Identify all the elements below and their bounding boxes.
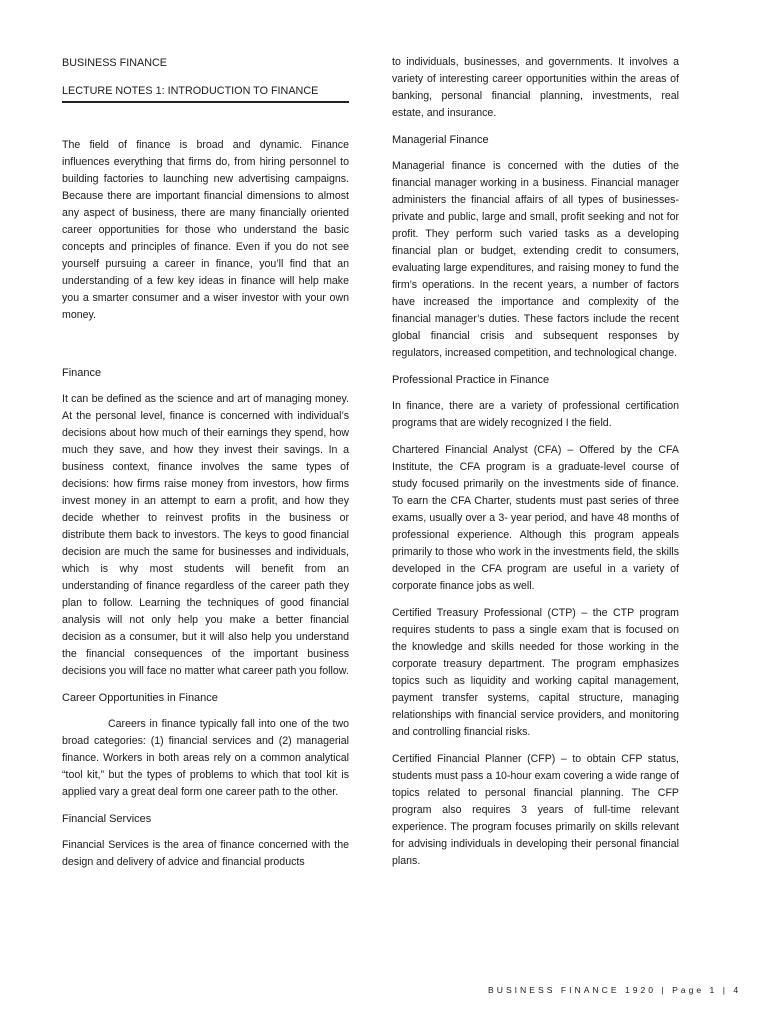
cfp-text: – to obtain CFP status, students must pass a 10-hour exam covering a wide range of topics related to personal financial planning. The CFP program also requires 3 years of full-time relevant experience. The program focuses primarily on skills relevant for advising individuals in developing their personal financial plans. xyxy=(392,753,679,867)
career-heading: Career Opportunities in Finance xyxy=(62,692,218,704)
financial-services-heading: Financial Services xyxy=(62,813,152,825)
cfa-text: – Offered by the CFA Institute, the CFA program is a graduate-level course of study focused primarily on the investments side of finance. To earn the CFA Charter, students must past series of three exams, usually over a 3- year period, and have 48 months of professional experience. Although this program appeals primarily to those who work in the investments field, the skills developed in the CFA program are useful in a variety of corporate finance jobs as well. xyxy=(392,444,680,592)
managerial-finance-heading: Managerial Finance xyxy=(392,134,489,146)
finance-paragraph: It can be defined as the science and art of managing money. At the personal level, finance is concerned with individual’s decisions about how much of their earnings they spend, how much they save, and how they invest their savings. In a business context, finance involves the same types of decisions: how firms raise money from investors, how firms invest money in an attempt to earn a profit, and how they decide whether to reinvest profits in the business or distribute them back to investors. The keys to good financial decision are much the same for businesses and individuals, which is why most students will benefit from an understanding of finance regardless of the career path they plan to follow. Learning the techniques of good financial analysis will not only help you make a better financial decision as a consumer, but it will also help you understand the financial consequences of the important business decisions you will face no matter what career path you follow. xyxy=(62,393,349,677)
ctp-paragraph xyxy=(392,605,679,741)
right-column xyxy=(392,54,679,880)
document-title: BUSINESS FINANCE xyxy=(62,57,167,69)
intro-paragraph: The field of finance is broad and dynamic. Finance influences everything that firms do, from hiring personnel to building factories to launching new advertising campaigns. Because there are important financial dimensions to almost any aspect of business, there are many financially oriented career opportunities for those who understand the basic concepts and principles of finance. Even if you do not see yourself pursuing a career in finance, you’ll find that an understanding of a few key ideas in finance will help make you a smarter consumer and a wiser investor with your own money. xyxy=(62,139,349,321)
financial-services-continued: to individuals, businesses, and governments. It involves a variety of interesting career opportunities within the areas of banking, personal financial planning, investments, real estate, and insurance. xyxy=(392,56,679,119)
cfp-paragraph xyxy=(392,751,679,870)
document-subtitle: LECTURE NOTES 1: INTRODUCTION TO FINANCE xyxy=(62,84,349,103)
page-footer: BUSINESS FINANCE 1920 | Page 1 | 4 xyxy=(488,985,742,995)
financial-services-paragraph xyxy=(62,837,349,871)
finance-heading: Finance xyxy=(62,367,102,379)
financial-services-text: is the area of finance concerned with the design and delivery of advice and financial products xyxy=(62,839,349,868)
cfp-label: Certified Financial Planner (CFP) xyxy=(392,753,556,765)
financial-services-label: Financial Services xyxy=(62,839,149,851)
ctp-label: Certified Treasury Professional (CTP) xyxy=(392,607,576,619)
cfa-paragraph xyxy=(392,442,679,595)
managerial-finance-paragraph: Managerial finance is concerned with the duties of the financial manager working in a business. Financial manager administers the financial affairs of all types of businesses- private and public, large and small, profit seeking and not for profit. They perform such varied tasks as a developing financial plan or budget, extending credit to consumers, evaluating large expenditures, and raising money to fund the firm’s operations. In the recent years, a number of factors have increased the importance and complexity of the financial manager’s duties. These factors include the recent global financial crisis and subsequent responses by regulators, increased competition, and technological change. xyxy=(392,160,679,359)
cfa-label: Chartered Financial Analyst (CFA) xyxy=(392,444,562,456)
left-column xyxy=(62,56,349,881)
professional-practice-paragraph: In finance, there are a variety of professional certification programs that are widely recognized I the field. xyxy=(392,400,679,429)
career-paragraph: Careers in finance typically fall into one of the two broad categories: (1) financial services and (2) managerial finance. Workers in both areas rely on a common analytical “tool kit,” but the types of problems to which that tool kit is applied vary a great deal form one career path to the other. xyxy=(62,718,349,798)
ctp-text: – the CTP program requires students to pass a single exam that is focused on the knowledge and skills needed for those working in the corporate treasury department. The program emphasizes topics such as liquidity and working capital management, payment transfer systems, capital structure, managing relationships with financial service providers, and monitoring and controlling financial risks. xyxy=(392,607,679,738)
professional-practice-heading: Professional Practice in Finance xyxy=(392,374,550,386)
